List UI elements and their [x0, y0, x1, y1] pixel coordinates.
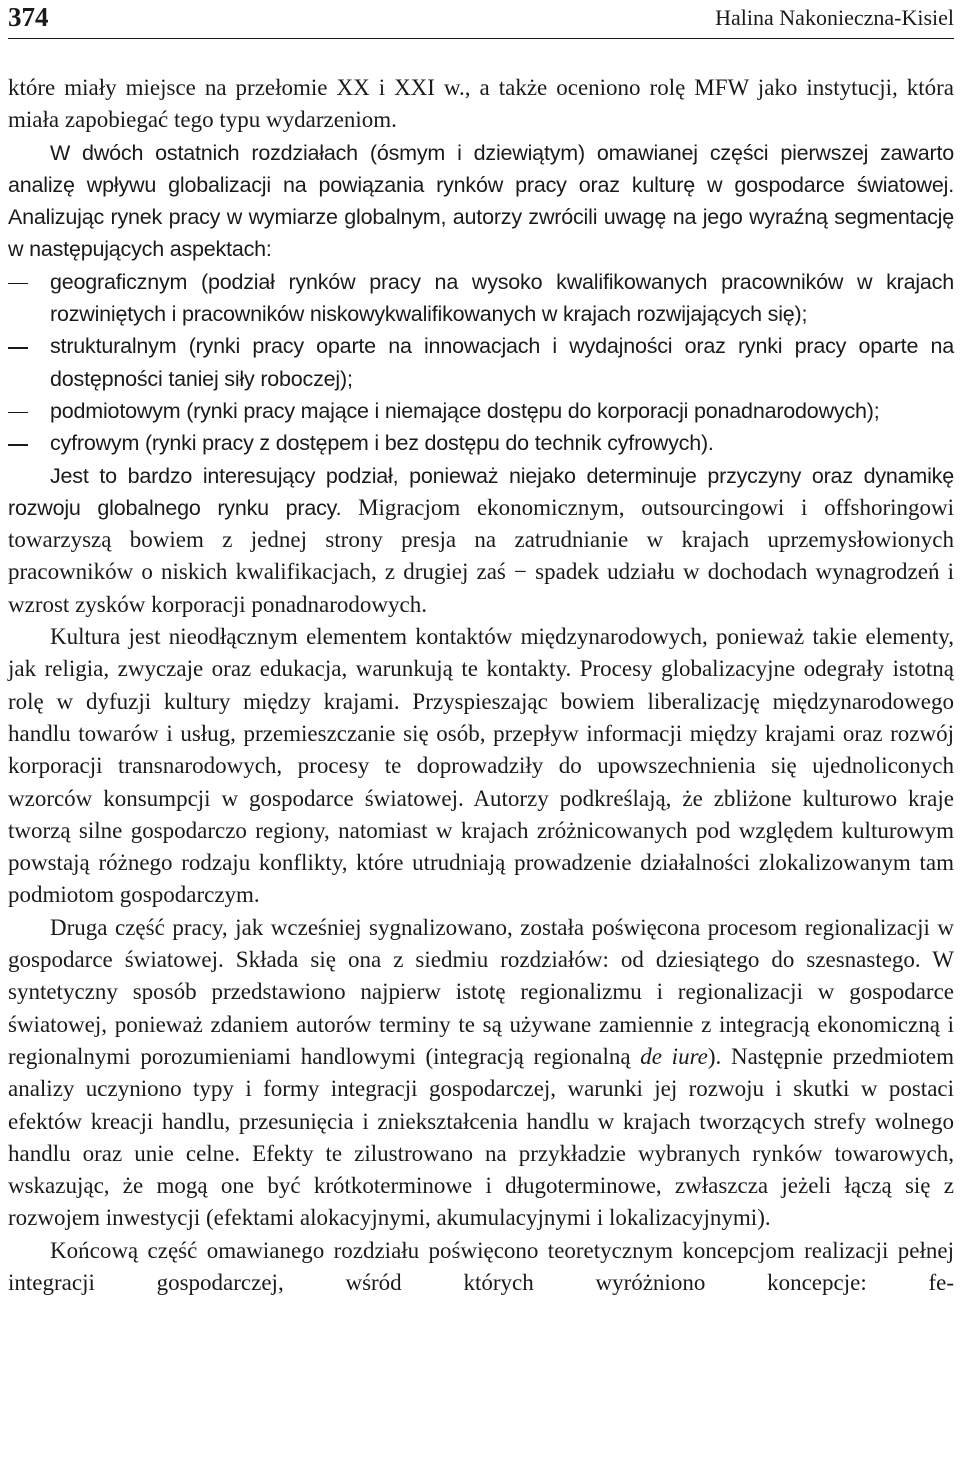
paragraph-labour-markets: [8, 137, 954, 266]
paragraph-migration-text: Migracjom ekonomicznym, outsourcingowi i offshoringowi towarzyszą bowiem z jednej strony presja na zatrudnianie w krajach uprzemysłowionych pracowników o niskich kwalifikacjach, z drugiej zaś − spadek udziału w dochodach wynagrodzeń i wzrost zysków korporacji ponadnarodowych.: [8, 494, 955, 617]
paragraph-continuation: które miały miejsce na przełomie XX i XXI w., a także oceniono rolę MFW jako instytucji, która miała zapobiegać tego typu wydarzeniom.: [8, 75, 954, 133]
book-page: [8, 0, 954, 1299]
paragraph-regionalization: [8, 912, 954, 1235]
list-item-text: strukturalnym (rynki pracy oparte na innowacjach i wydajności oraz rynki pracy oparte na dostępności taniej siły roboczej);: [50, 334, 954, 391]
running-head-author: Halina Nakonieczna-Kisiel: [715, 5, 954, 30]
running-header: [8, 0, 954, 39]
list-item-text: cyfrowym (rynki pracy z dostępem i bez dostępu do technik cyfrowych).: [50, 431, 714, 456]
list-item-geographic: [8, 266, 954, 331]
list-item-structural: [8, 330, 954, 395]
list-item-subjective: [8, 395, 954, 427]
page-number: 374: [8, 2, 49, 32]
paragraph-regionalization-text-b: ). Następnie przedmiotem analizy uczyniono typy i formy integracji gospodarczej, warunki jej rozwoju i skutki w postaci efektów kreacji handlu, przesunięcia i zniekształcenia handlu w krajach tworzących strefy wolnego handlu oraz unie celne. Efekty te zilustrowano na przykładzie wybranych rynków towarowych, wskazując, że mogą one być krótkoterminowe i długoterminowe, zwłaszcza jeżeli łączą się z rozwojem inwestycji (efektami alokacyjnymi, akumulacyjnymi i lokalizacyjnymi).: [8, 1043, 954, 1231]
list-item-text: geograficznym (podział rynków pracy na wysoko kwalifikowanych pracowników w krajach rozwiniętych i pracowników niskowykwalifikowanych w krajach rozwijających się);: [50, 269, 954, 327]
body-text: [8, 39, 954, 1299]
paragraph-labour-markets-text: W dwóch ostatnich rozdziałach (ósmym i dziewiątym) omawianej części pierwszej zawarto analizę wpływu globalizacji na powiązania rynków pracy oraz kulturę w gospodarce światowej. Analizując rynek pracy w wymiarze globalnym, autorzy zwrócili uwagę na jego wyraźną segmentację w następujących aspektach:: [8, 140, 954, 262]
paragraph-division-assessment: [8, 460, 954, 621]
paragraph-division-sans: Jest to bardzo interesujący podział, ponieważ niejako determinuje przyczyny oraz dynamikę rozwoju globalnego rynku pracy.: [8, 463, 954, 520]
paragraph-final-concepts: Końcową część omawianego rozdziału poświęcono teoretycznym koncepcjom realizacji pełnej integracji gospodarczej, wśród których wyróżniono koncepcje: fe-: [8, 1237, 954, 1295]
paragraph-regionalization-text-a: Druga część pracy, jak wcześniej sygnalizowano, została poświęcona procesom regionalizacji w gospodarce światowej. Składa się ona z siedmiu rozdziałów: od dziesiątego do szesnastego. W syntetyczny sposób przedstawiono najpierw istotę regionalizmu i regionalizacji w gospodarce światowej, ponieważ zdaniem autorów terminy te są używane zamiennie z integracją ekonomiczną i regionalnymi porozumieniami handlowymi (integracją regionalną: [8, 914, 954, 1069]
paragraph-culture: Kultura jest nieodłącznym elementem kontaktów międzynarodowych, ponieważ takie elementy, jak religia, zwyczaje oraz edukacja, warunkują te kontakty. Procesy globalizacyjne odegrały istotną rolę w dyfuzji kultury między krajami. Przyspieszając bowiem liberalizację międzynarodowego handlu towarów i usług, przemieszczanie się osób, przepływ informacji między krajami oraz rozwój korporacji transnarodowych, procesy te doprowadziły do upowszechnienia się ujednoliconych wzorców konsumpcji w gospodarce światowej. Autorzy podkreślają, że zbliżone kulturowo kraje tworzą silne gospodarczo regiony, natomiast w krajach zróżnicowanych pod względem kulturowym powstają różnego rodzaju konflikty, które utrudniają prowadzenie działalności zlokalizowanym tam podmiotom gospodarczym.: [8, 624, 954, 908]
segmentation-list: [8, 266, 954, 460]
latin-term: de iure: [640, 1043, 708, 1069]
list-item-text: podmiotowym (rynki pracy mające i niemające dostępu do korporacji ponadnarodowych);: [50, 398, 880, 423]
list-item-digital: [8, 427, 954, 459]
